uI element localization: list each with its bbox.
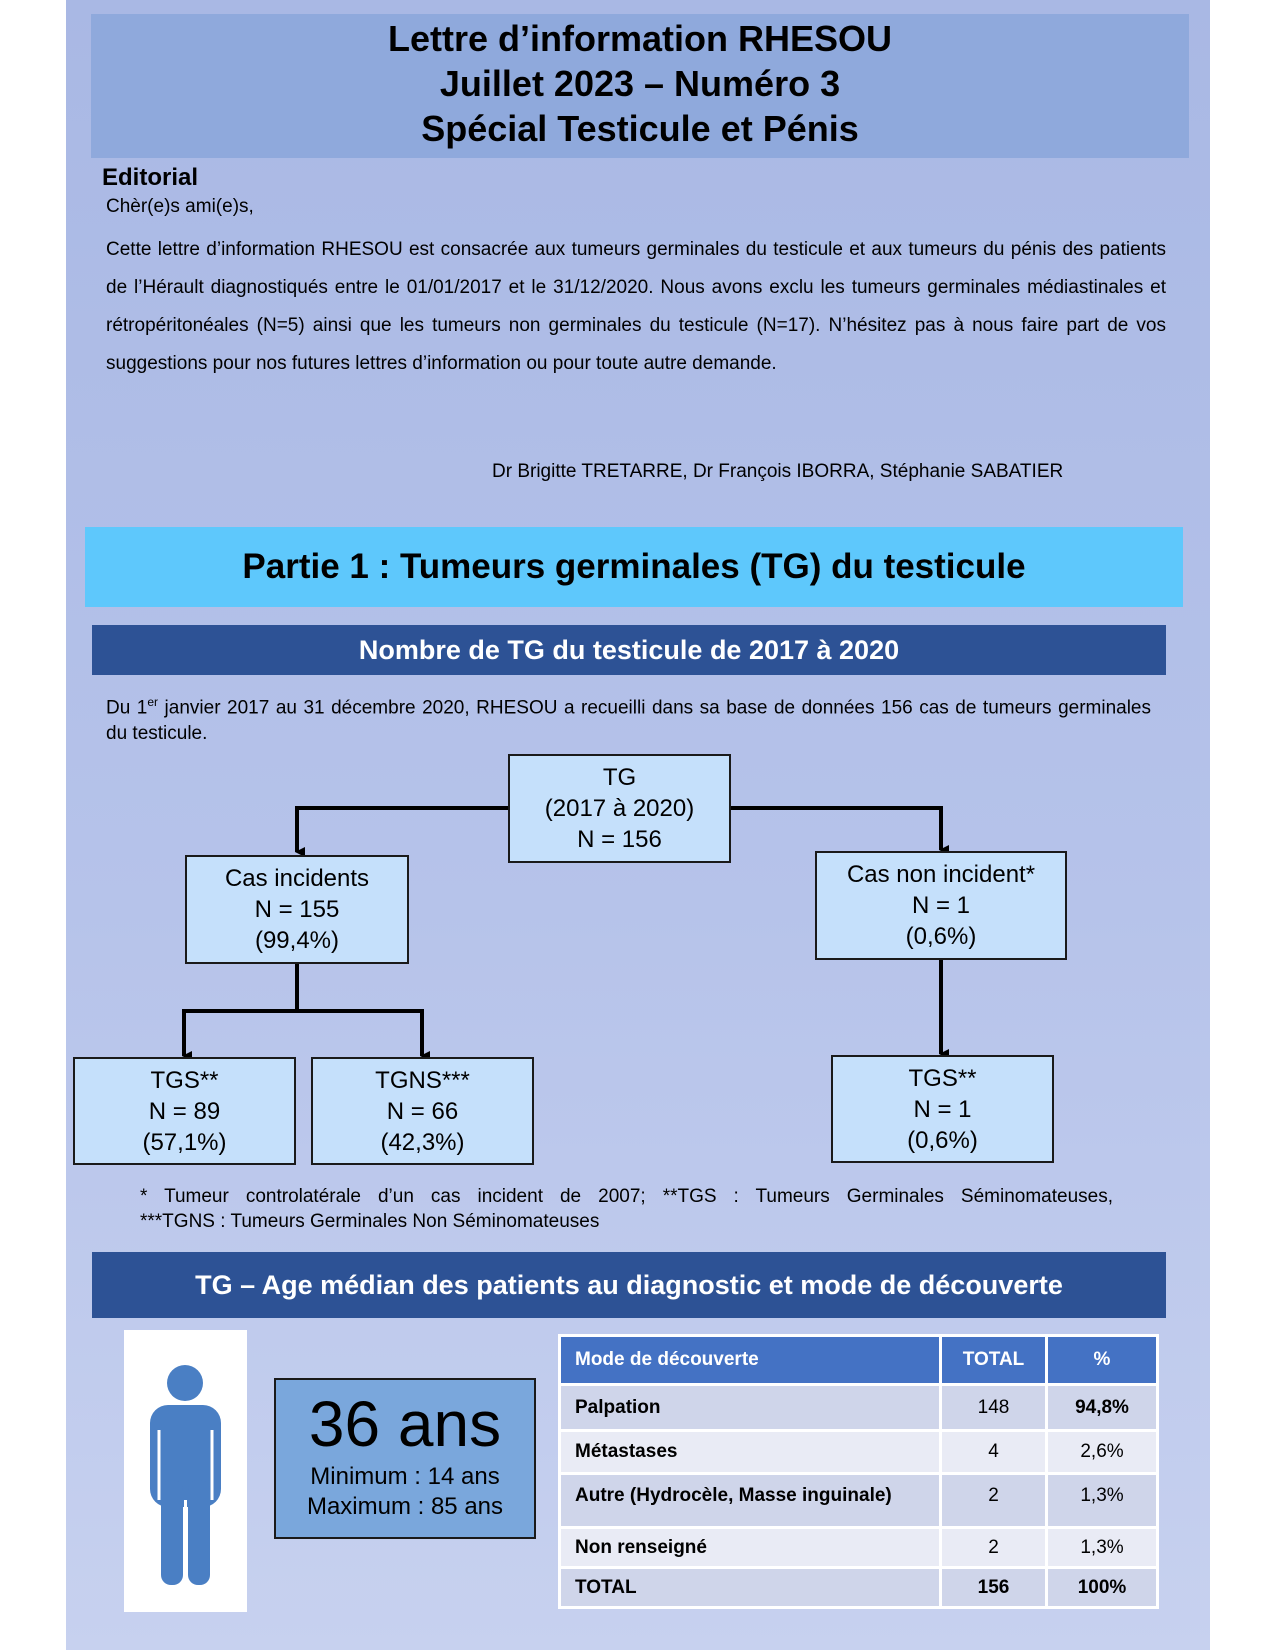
connector-to-tgns [297,1011,422,1056]
cell-mode: Non renseigné [560,1528,941,1568]
box-nonincident-percent: (0,6%) [905,923,977,950]
box-tgs-non-incident [831,1055,1054,1163]
header-total: TOTAL [941,1336,1047,1385]
discovery-mode-table [558,1334,1159,1609]
box-tgs-ni-count: N = 1 [913,1095,972,1123]
cell-total: 2 [941,1528,1047,1568]
editorial-heading: Editorial [102,164,199,191]
cell-mode: TOTAL [560,1568,941,1608]
header-special: Spécial Testicule et Pénis [421,108,859,149]
minimum-age: Minimum : 14 ans [310,1463,500,1490]
box-incident-cases [185,855,409,964]
box-tgns-incident [311,1057,534,1165]
box-tg-count: N = 156 [577,826,662,853]
connector-root-incident [297,808,508,852]
cell-total: 156 [941,1568,1047,1608]
table-header-row [560,1336,1158,1385]
box-tgs-count: N = 89 [148,1097,221,1125]
intro-superscript: er [147,695,159,709]
cell-mode: Métastases [560,1431,941,1474]
editorial-greeting: Chèr(e)s ami(e)s, [106,196,254,217]
table-row [560,1474,1158,1528]
median-age: 36 ans [308,1388,502,1460]
cell-total: 148 [941,1385,1047,1431]
header-issue: Juillet 2023 – Numéro 3 [439,63,841,104]
box-tg-label: TG [602,764,637,791]
box-tgns-label: TGNS*** [375,1066,470,1094]
header-mode: Mode de découverte [560,1336,941,1385]
box-tgs-ni-label: TGS** [908,1064,977,1092]
section-count-title: Nombre de TG du testicule de 2017 à 2020 [92,625,1166,675]
cell-total: 2 [941,1474,1047,1528]
maximum-age: Maximum : 85 ans [306,1493,504,1520]
person-panel [124,1330,247,1612]
intro-rest: janvier 2017 au 31 décembre 2020, RHESOU a recueilli dans sa base de données 156 cas de tumeurs germinales du testicule. [106,697,1152,745]
cell-percent: 1,3% [1047,1474,1158,1528]
connector-to-tgs [184,1011,297,1056]
cell-percent: 100% [1047,1568,1158,1608]
cell-mode: Palpation [560,1385,941,1431]
box-tgns-count: N = 66 [386,1097,459,1125]
footnote-line2: ***TGNS : Tumeurs Germinales Non Séminomateuses [140,1211,600,1232]
section-age-title: TG – Age médian des patients au diagnostic et mode de découverte [92,1252,1166,1318]
header-percent: % [1047,1336,1158,1385]
editorial-body: Cette lettre d’information RHESOU est consacrée aux tumeurs germinales du testicule et aux tumeurs du pénis des patients de l’Hérault diagnostiqués entre le 01/01/2017 et le 31/12/2020. Nous avons exclu les tumeurs germinales médiastinales et rétropéritonéales (N=5) ainsi que les tumeurs non germinales du testicule (N=17). N’hésitez pas à nous faire part de vos suggestions pour nos futures lettres d’information ou pour toute autre demande. [106,239,1166,374]
footnote-line1: * Tumeur controlatérale d’un cas incident de 2007; **TGS : Tumeurs Germinales Séminomateuses, [140,1186,1113,1207]
box-nonincident-count: N = 1 [911,892,971,919]
intro-start: Du 1 [106,697,148,719]
cell-total: 4 [941,1431,1047,1474]
cell-percent: 1,3% [1047,1528,1158,1568]
cell-percent: 2,6% [1047,1431,1158,1474]
box-tgs-incident [73,1057,296,1165]
box-nonincident-label: Cas non incident* [846,861,1036,888]
person-icon [124,1330,247,1612]
box-tgs-ni-percent: (0,6%) [907,1126,978,1154]
box-tgs-percent: (57,1%) [142,1128,227,1156]
cell-percent: 94,8% [1047,1385,1158,1431]
box-non-incident-cases [815,851,1067,960]
median-age-box [274,1378,536,1539]
table-row [560,1528,1158,1568]
box-tg-period: (2017 à 2020) [544,795,695,822]
header-title: Lettre d’information RHESOU [387,18,893,59]
flowchart-footnote [140,1184,1113,1234]
editorial-authors: Dr Brigitte TRETARRE, Dr François IBORRA, Stéphanie SABATIER [492,461,1064,482]
box-tgs-label: TGS** [150,1066,219,1094]
box-incident-label: Cas incidents [224,865,370,892]
table-total-row [560,1568,1158,1608]
cell-mode: Autre (Hydrocèle, Masse inguinale) [560,1474,941,1528]
table-row [560,1431,1158,1474]
part1-banner: Partie 1 : Tumeurs germinales (TG) du testicule [85,527,1183,607]
box-tgns-percent: (42,3%) [380,1128,465,1156]
connector-root-nonincident [731,808,941,850]
box-tg-total [508,754,731,863]
table-row [560,1385,1158,1431]
box-incident-count: N = 155 [254,896,340,923]
box-incident-percent: (99,4%) [254,927,340,954]
